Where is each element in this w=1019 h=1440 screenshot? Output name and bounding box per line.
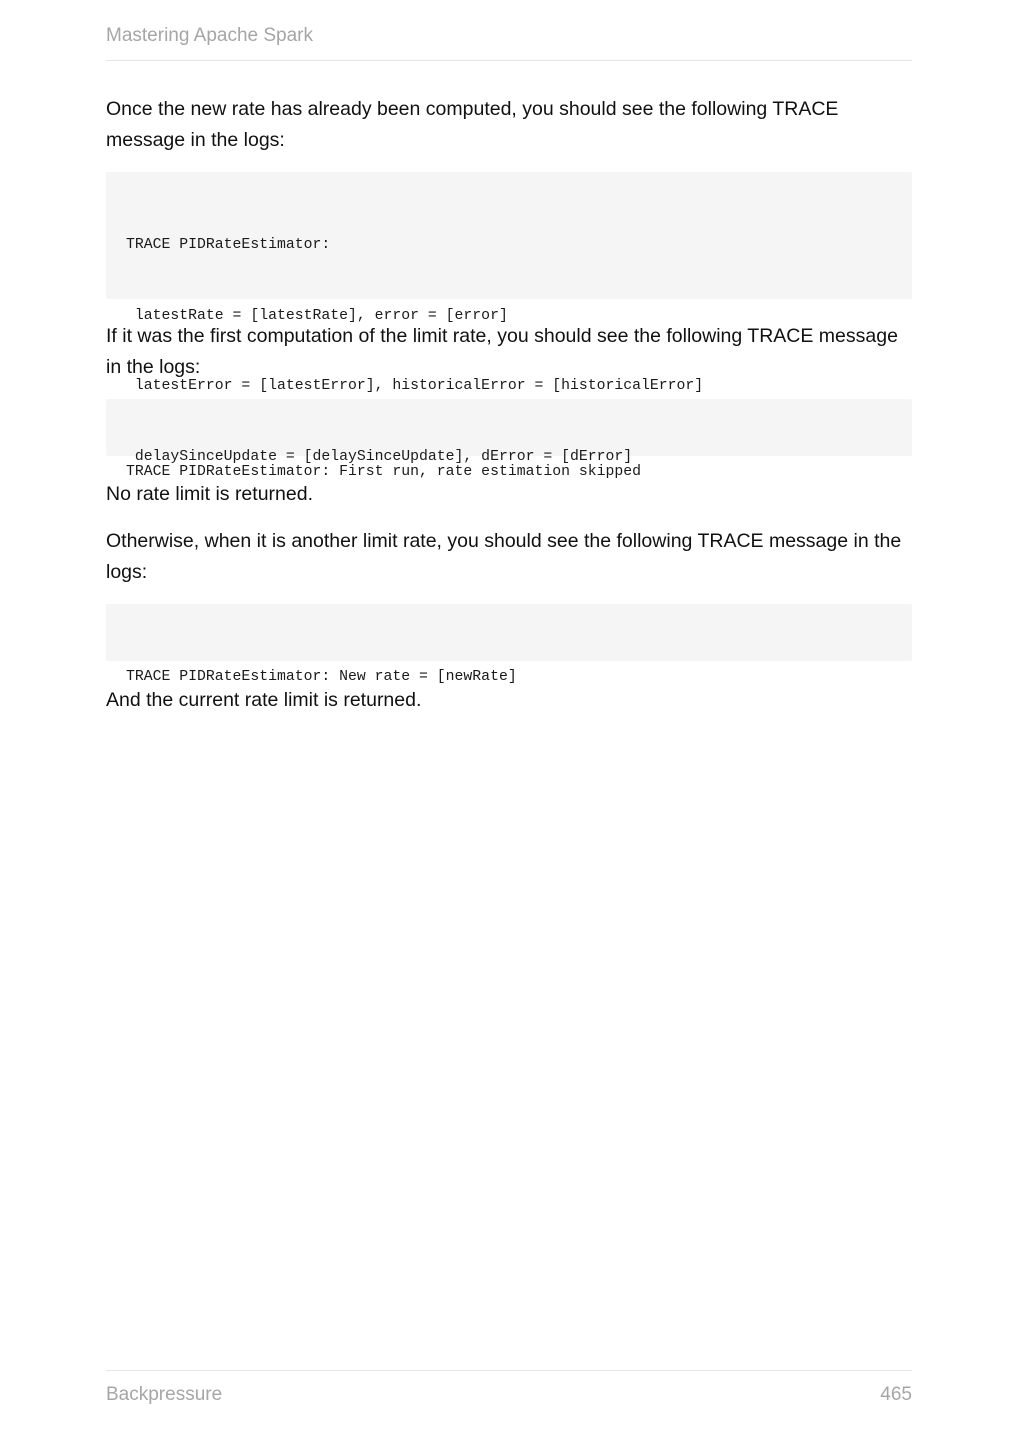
book-title: Mastering Apache Spark [106, 25, 314, 46]
code-line: latestRate = [latestRate], error = [error] [126, 307, 508, 324]
code-line: delaySinceUpdate = [delaySinceUpdate], dError = [dError] [126, 448, 633, 465]
code-block-trace-new-rate [106, 604, 912, 685]
paragraph-no-rate-limit: No rate limit is returned. [106, 483, 313, 505]
paragraph-otherwise: Otherwise, when it is another limit rate, you should see the following TRACE message in the logs: [106, 530, 902, 583]
page-footer [106, 1370, 912, 1420]
paragraph-new-rate-computed: Once the new rate has already been computed, you should see the following TRACE message in the logs: [106, 98, 839, 151]
paragraph-first-computation: If it was the first computation of the limit rate, you should see the following TRACE message in the logs: [106, 325, 898, 378]
code-line: TRACE PIDRateEstimator: [126, 237, 331, 253]
section-name: Backpressure [106, 1384, 223, 1405]
code-line: TRACE PIDRateEstimator: New rate = [newRate] [126, 669, 517, 685]
code-line: TRACE PIDRateEstimator: First run, rate estimation skipped [126, 464, 642, 480]
page-header [106, 0, 912, 61]
code-line: latestError = [latestError], historicalError = [historicalError] [126, 378, 704, 394]
page-number: 465 [880, 1384, 912, 1405]
paragraph-current-rate-returned: And the current rate limit is returned. [106, 689, 422, 711]
page-content [106, 94, 912, 716]
